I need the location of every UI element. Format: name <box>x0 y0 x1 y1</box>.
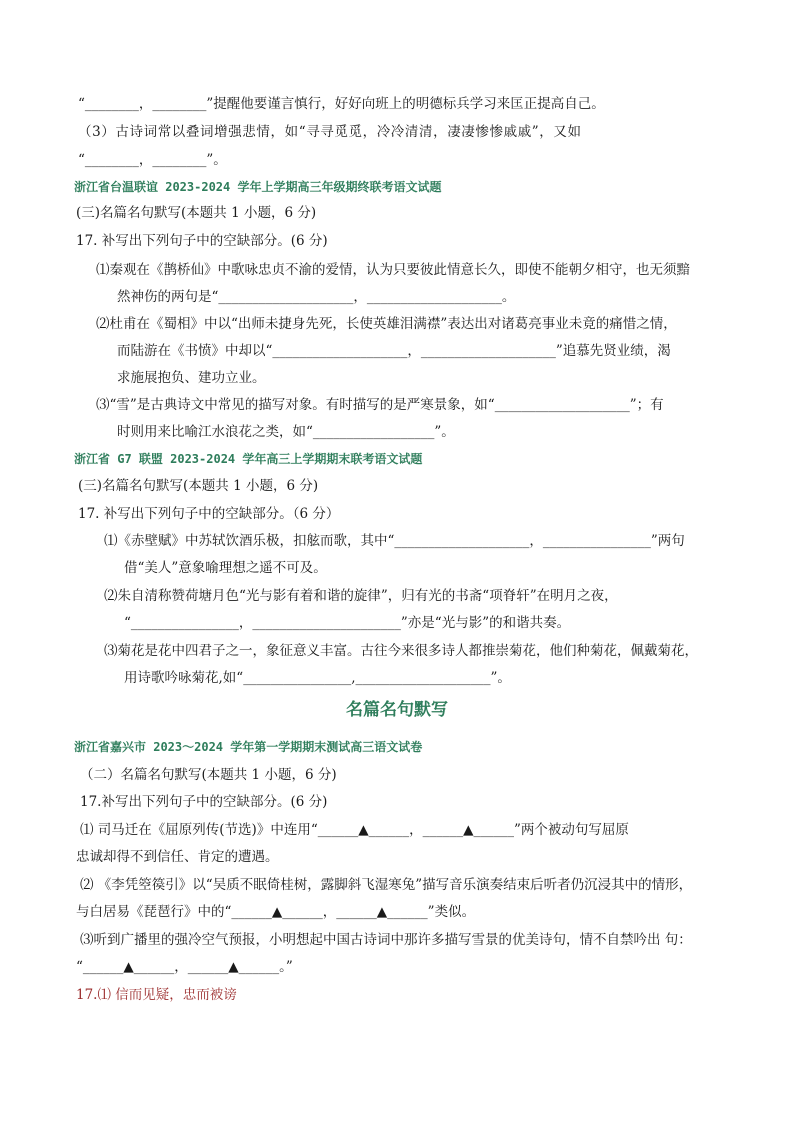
text-line: 而陆游在《书愤》中却以“____________________，____________________”追慕先贤业绩，渴 <box>117 343 671 359</box>
section-heading: (三)名篇名句默写(本题共 1 小题，6 分) <box>76 205 317 221</box>
text-line: ⑴《赤壁赋》中苏轼饮酒乐极，扣舷而歌，其中“____________________，________________”两句 <box>104 533 685 549</box>
text-line: ⑴ 司马迁在《屈原列传(节选)》中连用“______▲______，______▲______”两个被动句写屈原 <box>80 822 629 838</box>
text-line: 忠诚却得不到信任、肯定的遭遇。 <box>76 849 279 865</box>
text-line: 与白居易《琵琶行》中的“______▲______，______▲______”类似。 <box>76 904 476 920</box>
text-line: ⑴秦观在《鹊桥仙》中歌咏忠贞不渝的爱情，认为只要彼此情意长久，即使不能朝夕相守，也无须黯 <box>96 262 690 278</box>
section-title: 名篇名句默写 <box>346 700 448 720</box>
text-line: （3）古诗词常以叠词增强悲情，如“寻寻觅觅，冷冷清清，凄凄惨惨戚戚”，又如 <box>78 124 582 140</box>
text-line: “______▲______，______▲______。” <box>76 959 293 975</box>
text-line: 求施展抱负、建功立业。 <box>117 370 266 386</box>
text-line: 时则用来比喻江水浪花之类，如“__________________”。 <box>117 424 455 440</box>
text-line: “________，________”提醒他要谨言慎行，好好向班上的明德标兵学习来匡正提高自己。 <box>78 96 605 112</box>
text-line: “________________，______________________”亦是“光与影”的和谐共奏。 <box>124 615 571 631</box>
section-heading: （二）名篇名句默写(本题共 1 小题，6 分) <box>80 767 337 783</box>
source-heading: 浙江省嘉兴市 2023～2024 学年第一学期期末测试高三语文试卷 <box>74 740 423 754</box>
source-heading: 浙江省 G7 联盟 2023-2024 学年高三上学期期末联考语文试题 <box>74 452 423 466</box>
text-line: ⑶听到广播里的强冷空气预报，小明想起中国古诗词中那许多描写雪景的优美诗句，情不自禁吟出 句： <box>80 932 692 948</box>
question-stem: 17.补写出下列句子中的空缺部分。(6 分) <box>80 794 328 810</box>
source-heading: 浙江省台温联谊 2023-2024 学年上学期高三年级期终联考语文试题 <box>74 180 442 194</box>
text-line: “________，________”。 <box>78 152 227 168</box>
answer-line: 17.⑴ 信而见疑，忠而被谤 <box>76 987 237 1003</box>
section-heading: (三)名篇名句默写(本题共 1 小题，6 分) <box>78 478 319 494</box>
question-stem: 17. 补写出下列句子中的空缺部分。（6 分） <box>78 506 340 522</box>
question-stem: 17. 补写出下列句子中的空缺部分。(6 分) <box>76 233 328 249</box>
text-line: 然神伤的两句是“____________________，____________________。 <box>117 289 516 305</box>
text-line: ⑶“雪”是古典诗文中常见的描写对象。有时描写的是严寒景象，如“____________________”；有 <box>96 397 664 413</box>
text-line: 借“美人”意象喻理想之遥不可及。 <box>124 560 327 576</box>
text-line: 用诗歌吟咏菊花,如“________________,____________________”。 <box>124 670 511 686</box>
text-line: ⑵杜甫在《蜀相》中以“出师未捷身先死，长使英雄泪满襟”表达出对诸葛亮事业未竟的痛惜之情， <box>96 316 677 332</box>
text-line: ⑵ 《李凭箜篌引》以“吴质不眠倚桂树，露脚斜飞湿寒兔”描写音乐演奏结束后听者仍沉浸其中的情形， <box>80 877 693 893</box>
text-line: ⑶菊花是花中四君子之一，象征意义丰富。古往今来很多诗人都推崇菊花，他们种菊花，佩戴菊花， <box>104 643 698 659</box>
text-line: ⑵朱自清称赞荷塘月色“光与影有着和谐的旋律”，归有光的书斋“项脊轩”在明月之夜， <box>104 588 618 604</box>
